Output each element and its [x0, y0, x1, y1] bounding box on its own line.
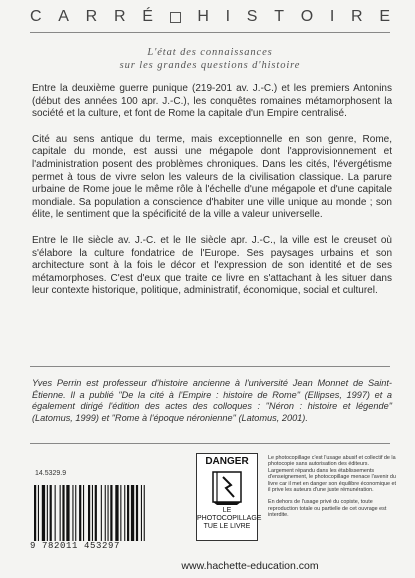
tagline-line-1: L'état des connaissances [147, 47, 273, 58]
product-code: 14.5329.9 [35, 470, 67, 477]
barcode-bar [95, 485, 97, 541]
bio-rule [30, 366, 390, 367]
description-body [32, 83, 392, 311]
barcode-bar [42, 485, 45, 541]
barcode-bar [136, 485, 138, 541]
tagline [30, 46, 390, 72]
barcode-bar [79, 485, 81, 541]
footer-rule [30, 443, 390, 444]
series-letter: T [274, 8, 284, 25]
paragraph-1: Entre la deuxième guerre punique (219-201 av. J.-C.) et les premiers Antonins (début des années 100 apr. J.-C.), les conquêtes romaines métamorphosent la société et la culture, et font de Rome la capitale d'un Empire centralisé. [32, 83, 392, 120]
barcode-bar [92, 485, 93, 541]
series-letter: H [197, 8, 209, 25]
author-bio: Yves Perrin est professeur d'histoire ancienne à l'université Jean Monnet de Saint-Étienne. Il a publié "De la cité à l'Empire : histoire de Rome" (Ellipses, 1997) et a également dirigé l'édition des actes des colloques : "Néron : histoire et légende" (Latomus, 1999) et "Rome à l'époque néronienne" (Latomus, 2001). [32, 378, 392, 423]
barcode-bar [62, 485, 64, 541]
barcode-bars [30, 485, 180, 541]
danger-line-2: PHOTOCOPILLAGE [197, 515, 262, 522]
series-letter: I [329, 8, 335, 25]
barcode-digits: 9 782011 453297 [30, 541, 121, 551]
barcode-bar [88, 485, 90, 541]
broken-book-icon [207, 469, 247, 505]
barcode-bar [75, 485, 76, 541]
barcode-bar [144, 485, 145, 541]
barcode-bar [66, 485, 69, 541]
square-separator-icon [170, 12, 181, 23]
series-letter: S [246, 8, 258, 25]
tagline-line-2: sur les grandes questions d'histoire [119, 60, 301, 71]
barcode-bar [50, 485, 52, 541]
barcode-bar [124, 485, 125, 541]
barcode-bar [115, 485, 118, 541]
danger-box [196, 453, 262, 541]
barcode-bar [83, 485, 84, 541]
barcode-bar [141, 485, 142, 541]
series-letter: O [300, 8, 314, 25]
barcode-bar [127, 485, 129, 541]
barcode-bar [34, 485, 36, 541]
series-letter: I [225, 8, 231, 25]
barcode-bar [38, 485, 39, 541]
barcode-bar [47, 485, 48, 541]
paragraph-2: Cité au sens antique du terme, mais exceptionnelle en son genre, Rome, capitale du monde, est aussi une mégapole dont l'approvisionnement et l'administration posent des problèmes chroniques. Dans les cités, l'évergétisme permet à tous de vivre selon les valeurs de la civilisation classique. La parure urbaine de Rome joue le même rôle à l'échelle d'une mégapole et d'une capitale mondiale. Sa population a conscience d'habiter une ville unique au monde ; son élite, le sentiment que la spécificité de la ville a valeur universelle. [32, 133, 392, 221]
paragraph-3: Entre le IIe siècle av. J.-C. et le IIe siècle apr. J.-C., la ville est le creuset où s'élabore la culture fondatrice de l'Europe. Ses paysages urbains et son architecture sont à la fois le décor et l'expression de son identité et de ses métamorphoses. C'est d'eux que traite ce livre en s'attachant à les situer dans leur contexte historique, politique, administratif, économique, social et culturel. [32, 234, 392, 297]
barcode-bar [60, 485, 61, 541]
notice-paragraph-1: Le photocopillage c'est l'usage abusif et collectif de la photocopie sans autorisation des éditeurs. Largement répandu dans les établissements d'enseignement, le photocopillage menace l'avenir du livre car il met en danger son équilibre économique et il prive les auteurs d'une juste rémunération. [268, 455, 396, 494]
series-letter: C [30, 8, 42, 25]
series-letter: R [113, 8, 126, 25]
barcode-bar [101, 485, 102, 541]
barcode-bar [131, 485, 134, 541]
danger-line-3: TUE LE LIVRE [203, 523, 251, 530]
danger-line-1: LE [222, 507, 232, 514]
barcode-bar [110, 485, 112, 541]
photocopy-notice [268, 455, 396, 525]
danger-title: DANGER [205, 456, 249, 467]
series-letter: E [379, 8, 390, 25]
series-letter: R [85, 8, 98, 25]
barcode-bar [108, 485, 109, 541]
header-rule [30, 32, 390, 33]
series-letter: A [58, 8, 69, 25]
barcode-bar [120, 485, 121, 541]
barcode-bar [72, 485, 73, 541]
barcode-bar [105, 485, 106, 541]
series-letter: É [142, 8, 153, 25]
series-letter: R [351, 8, 363, 25]
publisher-url: www.hachette-education.com [181, 560, 319, 572]
notice-paragraph-2: En dehors de l'usage privé du copiste, toute reproduction totale ou partielle de cet ouvrage est interdite. [268, 499, 387, 519]
series-title [30, 4, 390, 30]
barcode-bar [55, 485, 56, 541]
